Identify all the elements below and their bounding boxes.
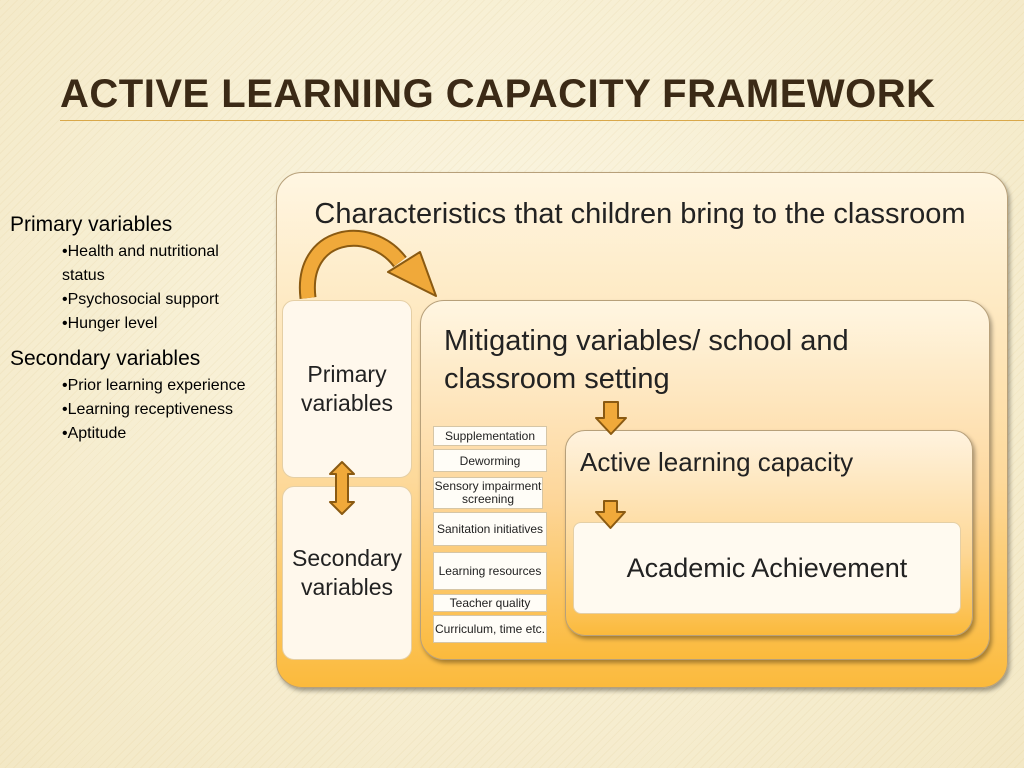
- primary-variables-box-label: Primary variables: [300, 361, 394, 416]
- characteristics-title: Characteristics that children bring to the classroom: [314, 198, 966, 230]
- primary-variables-group: [10, 212, 260, 336]
- secondary-variables-box-label: Secondary variables: [292, 545, 402, 600]
- mitigating-item-curriculum: Curriculum, time etc.: [433, 615, 547, 643]
- list-item: •Learning receptiveness: [62, 401, 234, 418]
- list-item-text: Prior learning experience: [67, 377, 246, 394]
- mitigating-item-supplementation: Supplementation: [433, 426, 547, 446]
- academic-achievement-label: Academic Achievement: [626, 552, 908, 583]
- list-item-text: Hunger level: [67, 315, 158, 332]
- mitigating-item-learning-resources: Learning resources: [433, 552, 547, 590]
- list-item-text: Psychosocial support: [67, 291, 219, 308]
- mitigating-item-deworming: Deworming: [433, 449, 547, 472]
- list-item: •Aptitude: [62, 425, 127, 442]
- list-item-text: Learning receptiveness: [67, 401, 234, 418]
- mitigating-item-sensory-screening: Sensory impairment screening: [433, 477, 543, 509]
- primary-variables-list: [10, 240, 260, 336]
- academic-achievement-box: [573, 522, 961, 614]
- secondary-variables-group: [10, 346, 260, 446]
- mitigating-variables-title: Mitigating variables/ school and classroom setting: [444, 325, 849, 395]
- list-item: •Psychosocial support: [62, 291, 219, 308]
- slide-title: ACTIVE LEARNING CAPACITY FRAMEWORK: [60, 72, 936, 116]
- mitigating-item-teacher-quality: Teacher quality: [433, 594, 547, 612]
- primary-variables-box: [282, 300, 412, 478]
- primary-variables-heading: Primary variables: [10, 213, 173, 236]
- title-underline: [60, 120, 1024, 121]
- variables-list: [10, 212, 260, 456]
- list-item-text: Health and nutritional status: [62, 243, 219, 284]
- active-learning-title: Active learning capacity: [580, 447, 854, 477]
- list-item: •Prior learning experience: [62, 377, 246, 394]
- secondary-variables-heading: Secondary variables: [10, 347, 201, 370]
- mitigating-item-sanitation: Sanitation initiatives: [433, 512, 547, 546]
- list-item: •Health and nutritional status: [62, 243, 219, 284]
- list-item-text: Aptitude: [67, 425, 127, 442]
- list-item: •Hunger level: [62, 315, 158, 332]
- secondary-variables-box: [282, 486, 412, 660]
- secondary-variables-list: [10, 374, 260, 446]
